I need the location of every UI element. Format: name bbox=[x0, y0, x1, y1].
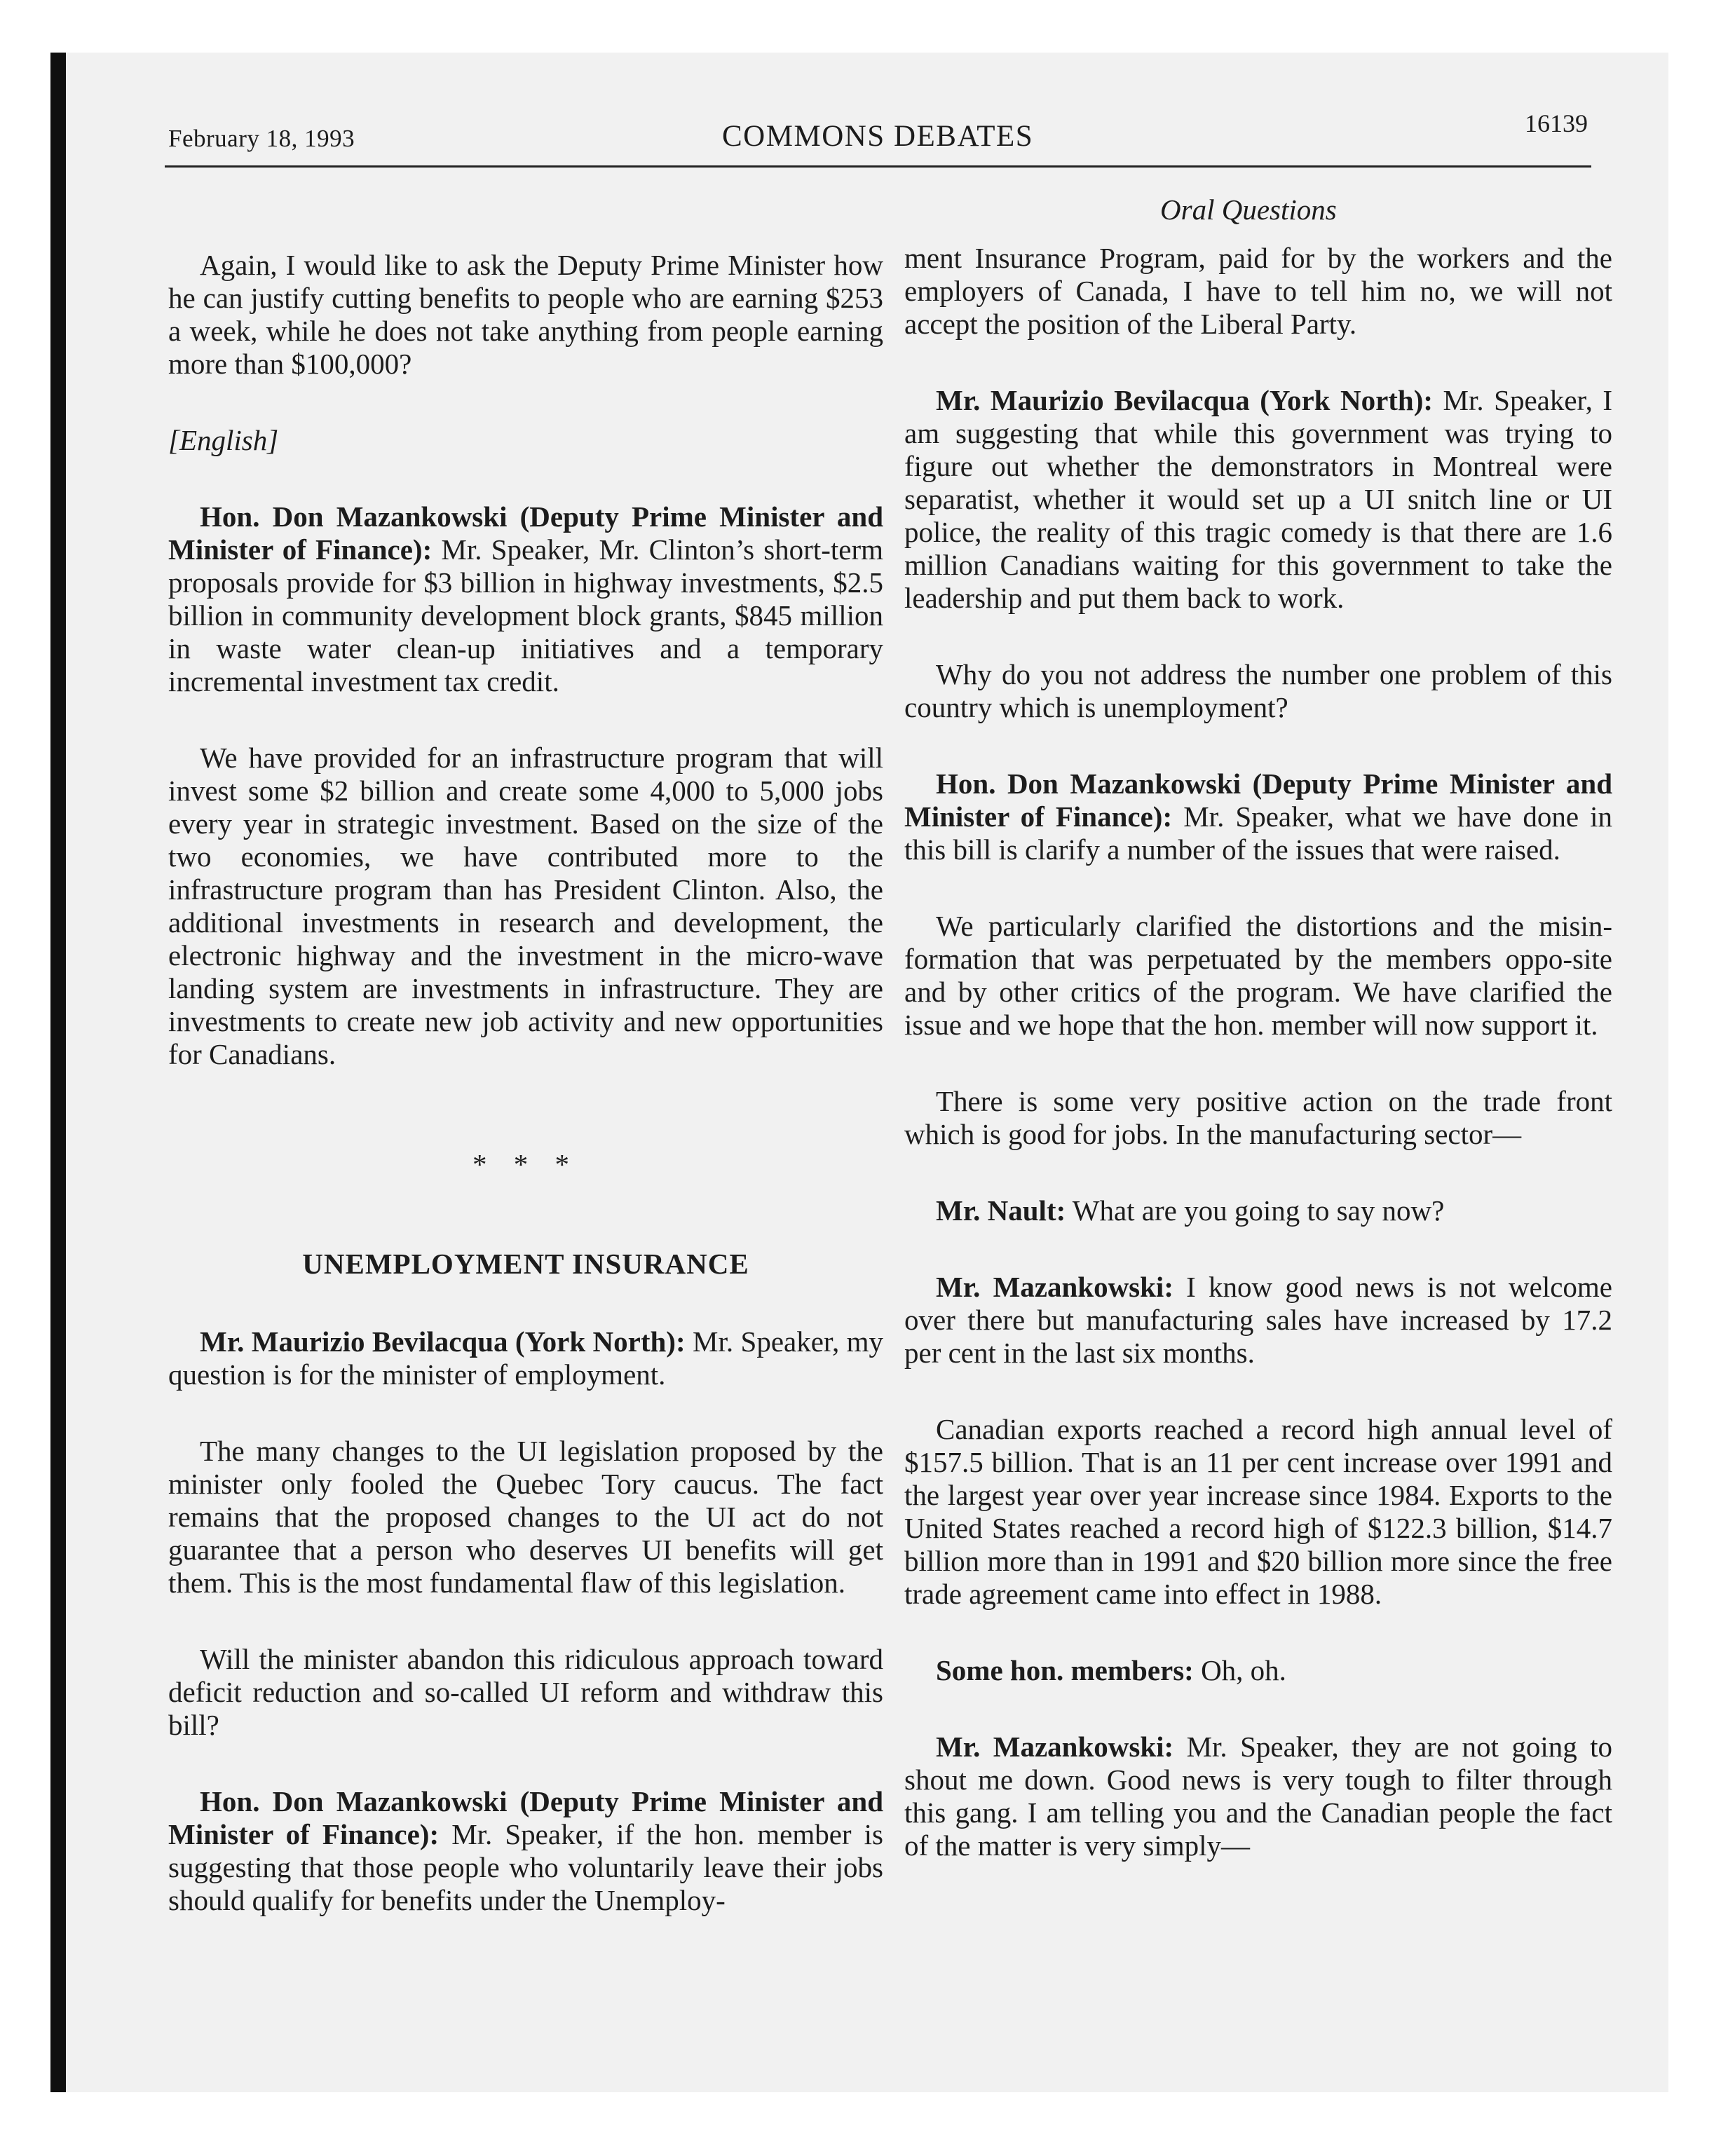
section-separator: * * * bbox=[472, 1148, 579, 1180]
section-heading: UNEMPLOYMENT INSURANCE bbox=[302, 1248, 749, 1280]
paragraph bbox=[168, 1785, 883, 1917]
speech-text: Mr. Speaker, what we have done in this bill is clarify a number of the issues that were raised. bbox=[904, 800, 1612, 866]
paragraph bbox=[904, 384, 1612, 615]
scan-edge-shadow bbox=[50, 53, 66, 2092]
speaker-name: Mr. Maurizio Bevilacqua (York North): bbox=[200, 1325, 686, 1358]
paragraph: There is some very positive action on the trade front which is good for jobs. In the manufacturing sector— bbox=[904, 1085, 1612, 1150]
paragraph bbox=[904, 1271, 1612, 1370]
paragraph bbox=[168, 500, 883, 698]
speech-text: Mr. Speaker, I am suggesting that while this government was trying to figure out whether the demonstrators in Montreal were separatist, whether it would set up a UI snitch line or UI police, the reality of this tragic comedy is that there are 1.6 million Canadians waiting for this government to take the leadership and put them back to work. bbox=[904, 384, 1612, 614]
speaker-name: Mr. Mazankowski: bbox=[936, 1271, 1173, 1303]
speaker-name: Hon. Don Mazankowski (Deputy Prime Minister and Minister of Finance): bbox=[168, 500, 883, 566]
right-column bbox=[904, 242, 1612, 1906]
language-marker: [English] bbox=[168, 424, 279, 456]
paragraph bbox=[904, 1194, 1612, 1227]
header-page-number: 16139 bbox=[1525, 109, 1588, 137]
paragraph: Canadian exports reached a record high annual level of $157.5 billion. That is an 11 per cent increase over 1991 and the largest year over year increase since 1984. Exports to the United States reached a record high of $122.3 billion, $14.7 billion more than in 1991 and $20 billion more since the free trade agreement came into effect in 1988. bbox=[904, 1413, 1612, 1610]
header-title: COMMONS DEBATES bbox=[722, 120, 1034, 153]
speech-text: Mr. Speaker, they are not going to shout me down. Good news is very tough to filter through this gang. I am telling you and the Canadian people the fact of the matter is very simply— bbox=[904, 1731, 1612, 1862]
paragraph: We particularly clarified the distortions and the misin-formation that was perpetuated by the members oppo-site and by other critics of the program. We have clarified the issue and we hope that the hon. member will now support it. bbox=[904, 910, 1612, 1041]
header-rule bbox=[165, 165, 1591, 168]
paragraph: We have provided for an infrastructure program that will invest some $2 billion and create some 4,000 to 5,000 jobs every year in strategic investment. Based on the size of the two economies, we have contributed more to the infrastructure program than has President Clinton. Also, the additional investments in research and development, the electronic highway and the investment in the micro-wave landing system are investments in infrastructure. They are investments to create new job activity and new opportunities for Canadians. bbox=[168, 742, 883, 1070]
speaker-name: Hon. Don Mazankowski (Deputy Prime Minister and Minister of Finance): bbox=[904, 767, 1612, 833]
paragraph: The many changes to the UI legislation proposed by the minister only fooled the Quebec Tory caucus. The fact remains that the proposed changes to the UI act do not guarantee that a person who deserves UI benefits will get them. This is the most fundamental flaw of this legislation. bbox=[168, 1435, 883, 1599]
paragraph: Again, I would like to ask the Deputy Prime Minister how he can justify cutting benefits to people who are earning $253 a week, while he does not take anything from people earning more than $100,000? bbox=[168, 249, 883, 380]
speaker-name: Some hon. members: bbox=[936, 1654, 1194, 1686]
paragraph bbox=[904, 1731, 1612, 1862]
header-date: February 18, 1993 bbox=[168, 125, 355, 152]
paragraph bbox=[904, 1654, 1612, 1687]
paragraph bbox=[904, 767, 1612, 866]
left-column bbox=[168, 249, 883, 1960]
paragraph: Why do you not address the number one problem of this country which is unemployment? bbox=[904, 658, 1612, 723]
speaker-name: Mr. Maurizio Bevilacqua (York North): bbox=[936, 384, 1434, 416]
speech-text: Mr. Speaker, my question is for the minister of employment. bbox=[168, 1325, 883, 1391]
speech-text: Mr. Speaker, Mr. Clinton’s short-term proposals provide for $3 billion in highway investments, $2.5 billion in community development block grants, $845 million in waste water clean-up initiatives and a temporary incremental investment tax credit. bbox=[168, 533, 883, 697]
speech-text: Oh, oh. bbox=[1201, 1654, 1286, 1686]
section-label: Oral Questions bbox=[1160, 193, 1337, 226]
speaker-name: Hon. Don Mazankowski (Deputy Prime Minister and Minister of Finance): bbox=[168, 1785, 883, 1850]
speech-text: Mr. Speaker, if the hon. member is suggesting that those people who voluntarily leave their jobs should qualify for benefits under the Unemploy- bbox=[168, 1818, 883, 1916]
speech-text: I know good news is not welcome over there but manufacturing sales have increased by 17.2 per cent in the last six months. bbox=[904, 1271, 1613, 1369]
speech-text: What are you going to say now? bbox=[1072, 1194, 1445, 1227]
paragraph bbox=[168, 1325, 883, 1391]
paragraph: Will the minister abandon this ridiculous approach toward deficit reduction and so-called UI reform and withdraw this bill? bbox=[168, 1643, 883, 1741]
speaker-name: Mr. Mazankowski: bbox=[936, 1731, 1174, 1763]
speaker-name: Mr. Nault: bbox=[936, 1194, 1066, 1227]
paragraph: ment Insurance Program, paid for by the workers and the employers of Canada, I have to tell him no, we will not accept the position of the Liberal Party. bbox=[904, 242, 1612, 340]
